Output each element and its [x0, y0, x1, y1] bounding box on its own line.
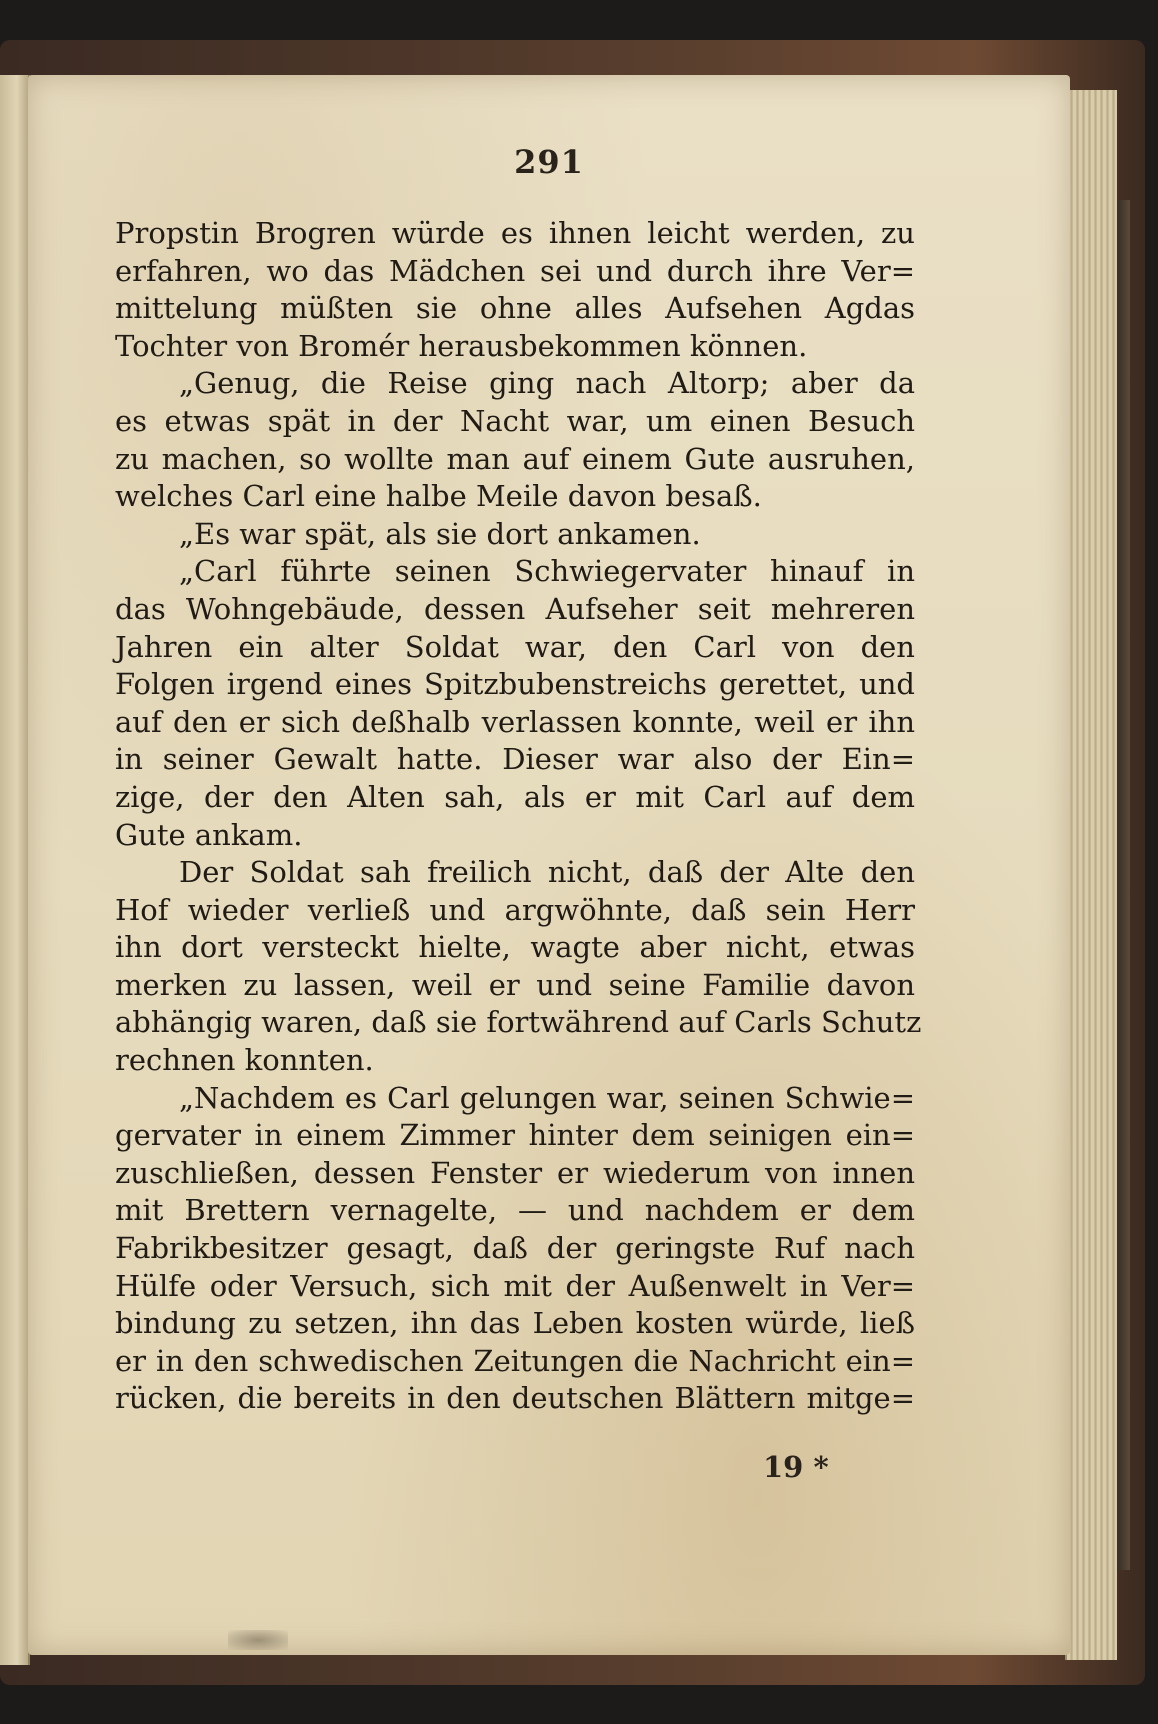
text-line: „Es war spät, als sie dort ankamen.	[179, 516, 701, 551]
text-line: Fabrikbesitzer gesagt, daß der geringste Ruf nach	[115, 1231, 915, 1266]
text-line: rücken, die bereits in den deutschen Blättern mitge=	[115, 1381, 915, 1416]
text-line: Gute ankam.	[115, 817, 303, 852]
text-line: zu machen, so wollte man auf einem Gute ausruhen,	[115, 441, 915, 476]
text-line: Der Soldat sah freilich nicht, daß der Alte den	[179, 855, 915, 890]
text-line: zige, der den Alten sah, als er mit Carl auf dem	[115, 779, 915, 814]
text-line: auf den er sich deßhalb verlassen konnte, weil er ihn	[115, 704, 915, 739]
text-line: das Wohngebäude, dessen Aufseher seit mehreren	[115, 591, 915, 626]
text-line: mittelung müßten sie ohne alles Aufsehen Agdas	[115, 291, 915, 326]
text-line: mit Brettern vernagelte, — und nachdem er dem	[115, 1193, 915, 1228]
text-line: es etwas spät in der Nacht war, um einen Besuch	[115, 403, 915, 438]
text-line: „Nachdem es Carl gelungen war, seinen Schwie=	[179, 1080, 915, 1115]
page-edges	[1065, 90, 1117, 1660]
text-line: gervater in einem Zimmer hinter dem seinigen ein=	[115, 1118, 915, 1153]
text-line: Propstin Brogren würde es ihnen leicht werden, zu	[115, 216, 915, 250]
ink-smudge	[228, 1630, 288, 1650]
text-line: erfahren, wo das Mädchen sei und durch ihre Ver=	[115, 253, 915, 288]
page-number: 291	[514, 143, 584, 181]
text-line: „Carl führte seinen Schwiegervater hinauf in	[179, 554, 915, 589]
text-line: in seiner Gewalt hatte. Dieser war also der Ein=	[115, 742, 915, 777]
printer-signature-mark: 19 *	[763, 1450, 829, 1484]
text-line: merken zu lassen, weil er und seine Familie davon	[115, 967, 915, 1002]
text-line: zuschließen, dessen Fenster er wiederum von innen	[115, 1155, 915, 1190]
text-line: bindung zu setzen, ihn das Leben kosten würde, ließ	[115, 1306, 915, 1341]
text-line: Tochter von Bromér herausbekommen können.	[115, 328, 808, 363]
text-line: ihn dort versteckt hielte, wagte aber nicht, etwas	[115, 930, 915, 965]
text-line: welches Carl eine halbe Meile davon besaß.	[115, 479, 762, 514]
left-page-edge	[0, 75, 30, 1665]
body-text	[115, 215, 922, 1418]
text-line: abhängig waren, daß sie fortwährend auf Carls Schutz	[115, 1005, 922, 1040]
text-line: Hülfe oder Versuch, sich mit der Außenwelt in Ver=	[115, 1268, 915, 1303]
text-line: Jahren ein alter Soldat war, den Carl von den	[115, 629, 915, 664]
text-line: „Genug, die Reise ging nach Altorp; aber da	[179, 366, 915, 401]
text-line: rechnen konnten.	[115, 1043, 374, 1078]
text-line: Hof wieder verließ und argwöhnte, daß sein Herr	[115, 892, 915, 927]
book-page	[28, 75, 1070, 1655]
text-line: Folgen irgend eines Spitzbubenstreichs gerettet, und	[115, 667, 915, 702]
text-line: er in den schwedischen Zeitungen die Nachricht ein=	[115, 1343, 915, 1378]
